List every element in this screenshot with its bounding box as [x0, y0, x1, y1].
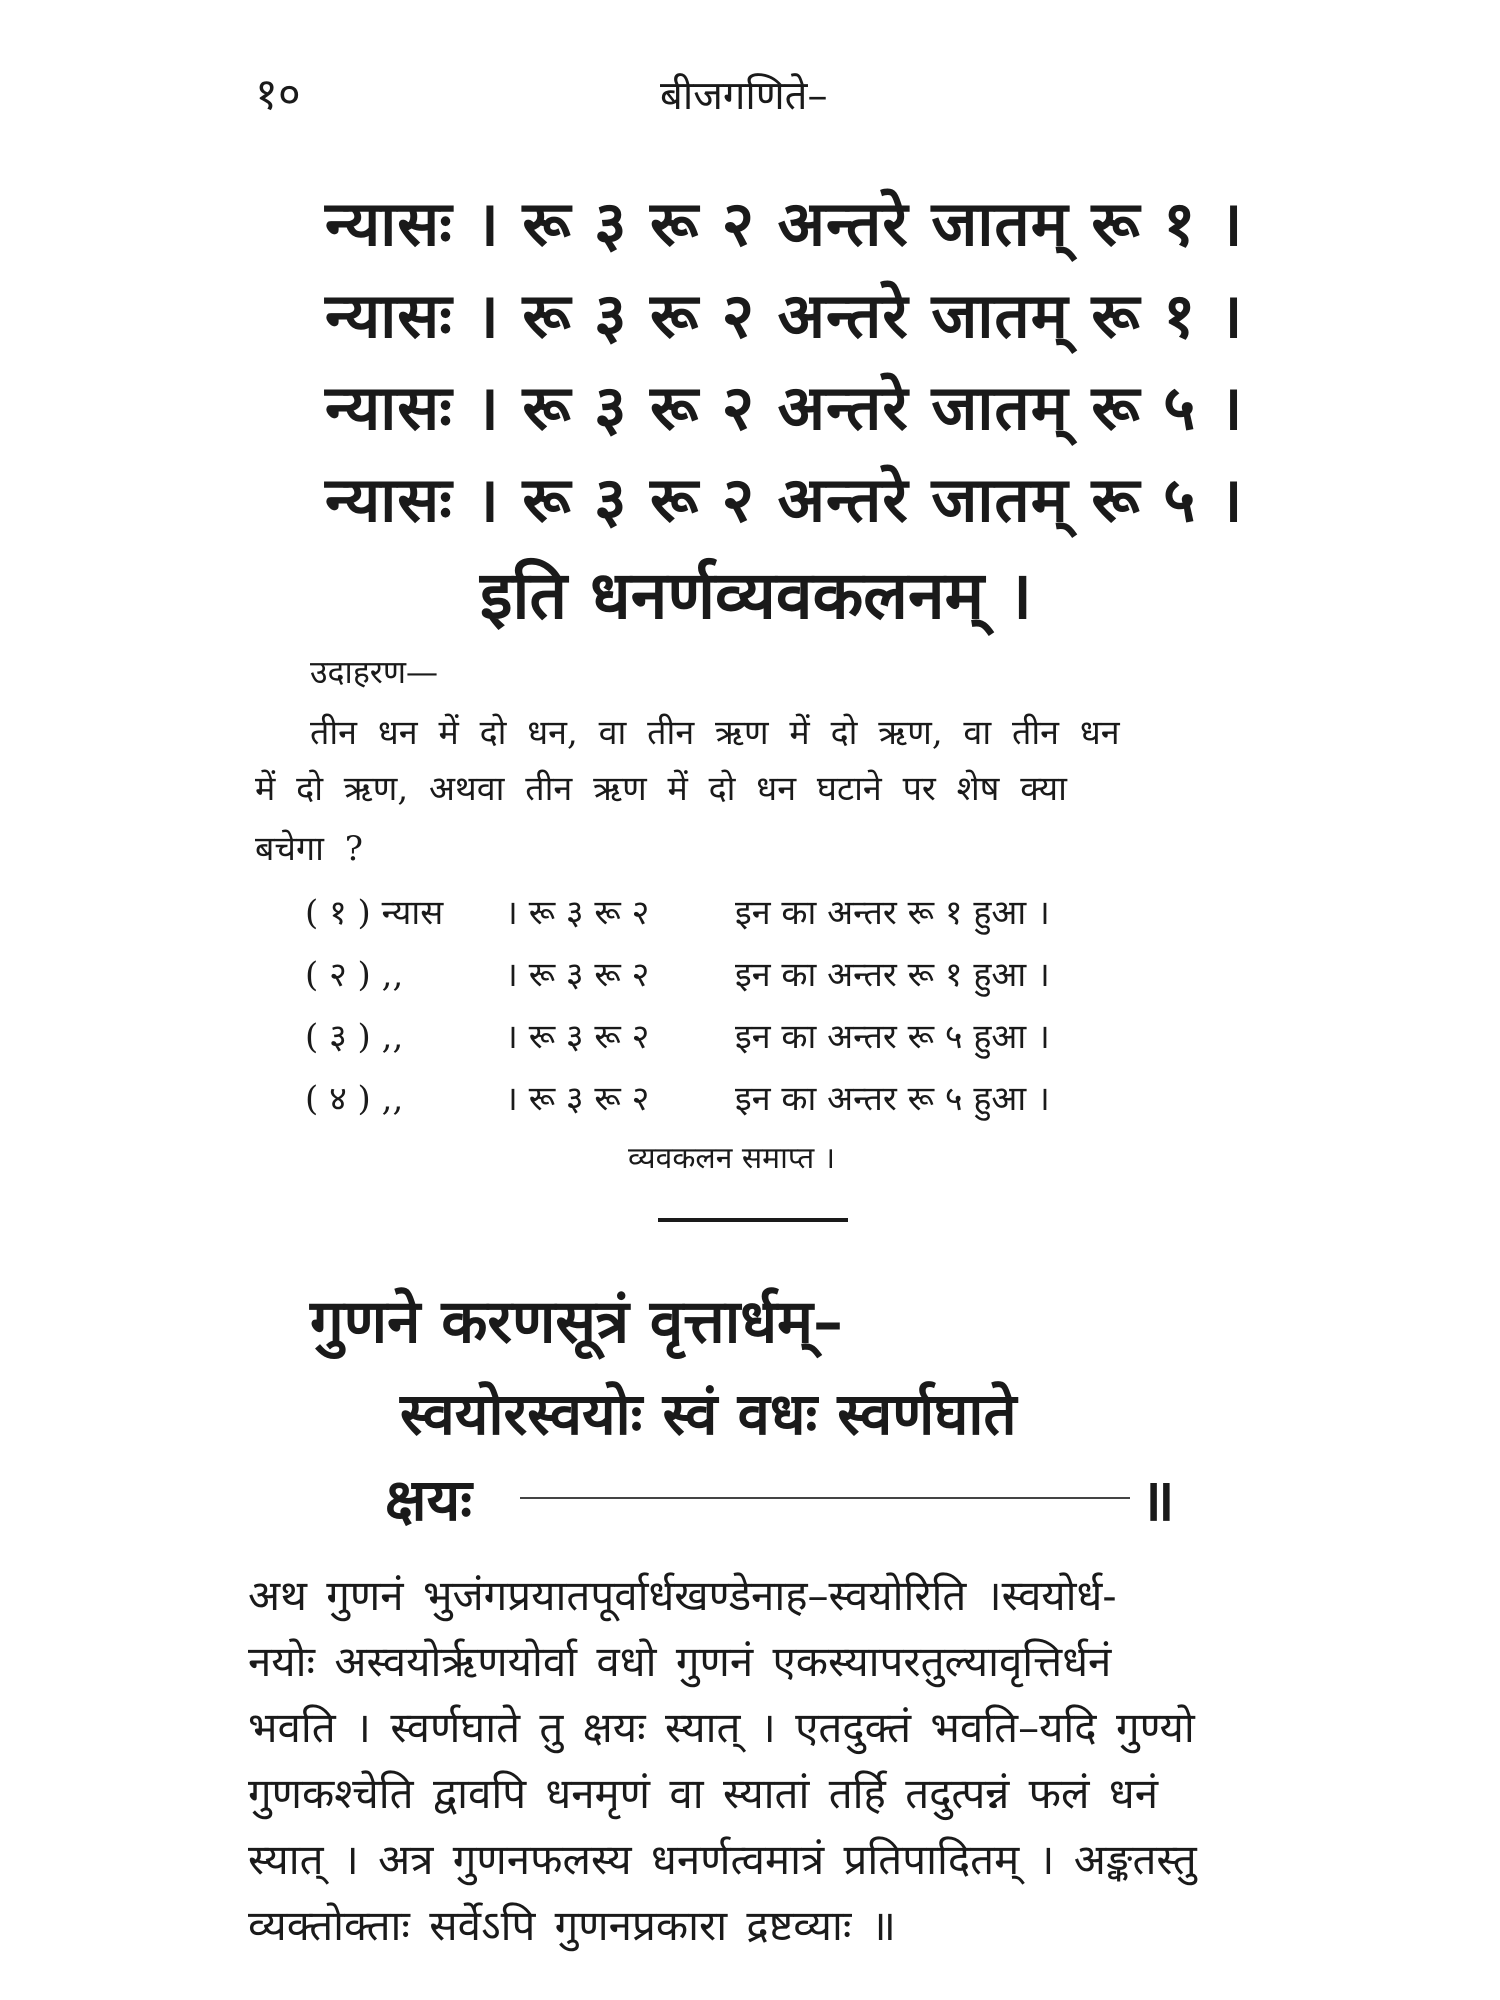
row-number: ( १ ) न्यास [305, 893, 444, 933]
page-number: १० [255, 69, 301, 120]
row-result: इन का अन्तर रू १ हुआ । [735, 955, 1050, 995]
row-result: इन का अन्तर रू १ हुआ । [735, 893, 1050, 933]
example-row [305, 1012, 1050, 1058]
nyasa-line: न्यासः । रू ३ रू २ अन्तरे जातम् रू ५ । [325, 371, 1244, 444]
row-number: ( ४ ) ,, [305, 1079, 404, 1119]
sutra-heading: गुणने करणसूत्रं वृत्तार्धम्– [310, 1287, 844, 1357]
section-divider [658, 1218, 848, 1222]
verse-line: स्वयोरस्वयोः स्वं वधः स्वर्णघाते [400, 1380, 1017, 1448]
section-colophon: इति धनर्णव्यवकलनम् । [480, 556, 1033, 634]
example-row [305, 1074, 1050, 1120]
commentary-line: नयोः अस्वयोर्ऋणयोर्वा वधो गुणनं एकस्यापरतुल्यावृत्तिर्धनं [248, 1637, 1112, 1686]
row-result: इन का अन्तर रू ५ हुआ । [735, 1079, 1050, 1119]
row-values: । रू ३ रू २ [505, 955, 650, 995]
verse-blank-line [520, 1497, 1130, 1499]
commentary-line: भवति । स्वर्णघाते तु क्षयः स्यात् । एतदुक्तं भवति–यदि गुण्यो [248, 1703, 1195, 1752]
row-result: इन का अन्तर रू ५ हुआ । [735, 1017, 1050, 1057]
row-number: ( ३ ) ,, [305, 1017, 404, 1057]
row-values: । रू ३ रू २ [505, 1017, 650, 1057]
nyasa-line: न्यासः । रू ३ रू २ अन्तरे जातम् रू ५ । [325, 463, 1244, 536]
nyasa-line: न्यासः । रू ३ रू २ अन्तरे जातम् रू १ । [325, 279, 1244, 352]
nyasa-line: न्यासः । रू ३ रू २ अन्तरे जातम् रू १ । [325, 187, 1244, 260]
commentary-line: अथ गुणनं भुजंगप्रयातपूर्वार्धखण्डेनाह–स्वयोरिति ।स्वयोर्ध- [248, 1571, 1117, 1620]
running-head: बीजगणिते– [660, 73, 828, 119]
commentary-line: व्यक्तोक्ताः सर्वेऽपि गुणनप्रकारा द्रष्टव्याः ॥ [248, 1901, 896, 1950]
row-values: । रू ३ रू २ [505, 893, 650, 933]
row-values: । रू ३ रू २ [505, 1079, 650, 1119]
question-line: तीन धन में दो धन, वा तीन ऋण में दो ऋण, वा तीन धन [310, 713, 1120, 753]
question-line: में दो ऋण, अथवा तीन ऋण में दो धन घटाने पर शेष क्या [255, 769, 1067, 809]
row-number: ( २ ) ,, [305, 955, 404, 995]
question-line: बचेगा ? [255, 829, 363, 869]
commentary-line: स्यात् । अत्र गुणनफलस्य धनर्णत्वमात्रं प्रतिपादितम् । अङ्कतस्तु [248, 1835, 1197, 1884]
example-row [305, 888, 1050, 934]
example-row [305, 950, 1050, 996]
example-heading: उदाहरण— [310, 653, 439, 691]
verse-end-mark: ॥ [1140, 1466, 1175, 1534]
verse-line-start: क्षयः [385, 1466, 472, 1534]
subsection-closing: व्यवकलन समाप्त । [628, 1141, 836, 1176]
commentary-line: गुणकश्चेति द्वावपि धनमृणं वा स्यातां तर्हि तदुत्पन्नं फलं धनं [248, 1769, 1159, 1818]
